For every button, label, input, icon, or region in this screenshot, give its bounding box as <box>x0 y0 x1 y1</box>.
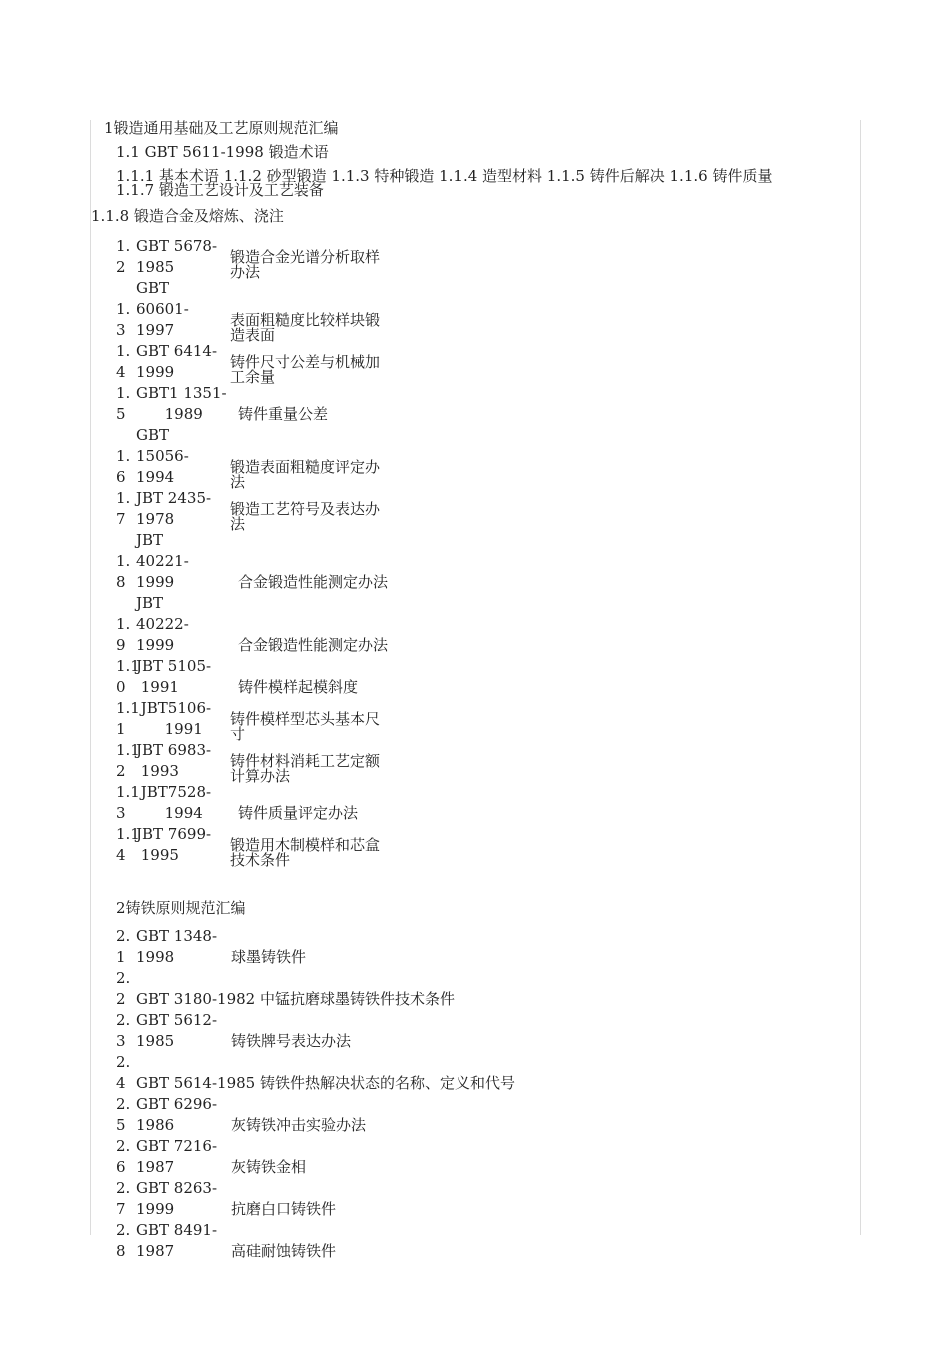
section-1-standard-title: 表面粗糙度比较样块锻造表面 <box>230 311 381 344</box>
section-1-item-number: 1. <box>116 615 131 633</box>
section-2-item-number: 2. <box>116 1179 131 1197</box>
section-1-standard-code: JBT 2435- 1978 <box>136 489 212 528</box>
section-1-item-subnumber: 4 <box>116 363 126 381</box>
section-1-item-subnumber: 8 <box>116 573 126 591</box>
section-1-item-subnumber: 7 <box>116 510 126 528</box>
section-2-standard-title: 灰铸铁冲击实验办法 <box>231 1116 367 1134</box>
section-1-standard-title: 锻造表面粗糙度评定办法 <box>230 458 381 491</box>
section-1-standard-title: 铸件尺寸公差与机械加工余量 <box>230 353 381 386</box>
section-1-item-number: 1.1 <box>116 741 140 759</box>
section-2-standard-title: 抗磨白口铸铁件 <box>231 1200 337 1218</box>
left-rule <box>90 120 91 1235</box>
section-2-item-subnumber: 2 <box>116 990 126 1008</box>
section-1-standard-code: JBT 40222- 1999 <box>136 594 189 654</box>
section-2-item-subnumber: 6 <box>116 1158 126 1176</box>
section-1-standard-title: 铸件材料消耗工艺定额计算办法 <box>230 752 381 785</box>
section-1-standard-code: GBT 60601- 1997 <box>136 279 189 339</box>
section-1-item-number: 1. <box>116 489 131 507</box>
section-1-standard-code: GBT1 1351- 1989 <box>136 384 227 423</box>
section-1-item-subnumber: 2 <box>116 762 126 780</box>
section-1-standard-title: 锻造用木制模样和芯盒技术条件 <box>230 836 381 869</box>
section-1-item-number: 1. <box>116 384 131 402</box>
section-1-standard-code: JBT 5105- 1991 <box>136 657 212 696</box>
section-2-item-number: 2. <box>116 927 131 945</box>
section-2-standard-title: 灰铸铁金相 <box>231 1158 307 1176</box>
section-1-item-subnumber: 4 <box>116 846 126 864</box>
section-1-item-number: 1. <box>116 237 131 255</box>
section-1-item-number: 1.1 <box>116 825 140 843</box>
section-2-standard-code: GBT 5612- 1985 <box>136 1011 218 1050</box>
section-2-standard-title: 高硅耐蚀铸铁件 <box>231 1242 337 1260</box>
section-1-standard-title: 铸件模样型芯头基本尺寸 <box>230 710 381 743</box>
section-2-item-number: 2. <box>116 1221 131 1239</box>
section-2-item-subnumber: 7 <box>116 1200 126 1218</box>
section-1-item-number: 1.1 <box>116 783 140 801</box>
section-1-item-number: 1. <box>116 447 131 465</box>
section-2-item-subnumber: 3 <box>116 1032 126 1050</box>
subheading-1-1-7: 1.1.7 锻造工艺设计及工艺装备 <box>116 181 324 199</box>
section-2-item-number: 2. <box>116 1011 131 1029</box>
section-2-item-number: 2. <box>116 1137 131 1155</box>
section-2-standard-title: 球墨铸铁件 <box>231 948 307 966</box>
section-2-standard-title: GBT 5614-1985 铸铁件热解决状态的名称、定义和代号 <box>136 1074 515 1092</box>
section-1-standard-code: GBT 6414- 1999 <box>136 342 218 381</box>
section-1-standard-title: 合金锻造性能测定办法 <box>238 573 389 591</box>
section-1-item-subnumber: 2 <box>116 258 126 276</box>
section-1-standard-title: 锻造合金光谱分析取样办法 <box>230 248 381 281</box>
section-2-standard-code: GBT 1348- 1998 <box>136 927 218 966</box>
section-1-standard-code: JBT 40221- 1999 <box>136 531 189 591</box>
section-2-item-number: 2. <box>116 1053 131 1071</box>
section-1-standard-code: GBT 15056- 1994 <box>136 426 189 486</box>
section-1-item-number: 1.1 <box>116 699 140 717</box>
section-2-item-subnumber: 5 <box>116 1116 126 1134</box>
section-1-standard-title: 铸件重量公差 <box>238 405 329 423</box>
section-2-standard-code: GBT 8263- 1999 <box>136 1179 218 1218</box>
subheading-1-1: 1.1 GBT 5611-1998 锻造术语 <box>116 143 329 161</box>
section-1-item-number: 1. <box>116 342 131 360</box>
section-1-standard-title: 锻造工艺符号及表达办法 <box>230 500 381 533</box>
heading-section-1: 1锻造通用基础及工艺原则规范汇编 <box>104 119 339 137</box>
section-2-standard-title: 铸铁牌号表达办法 <box>231 1032 352 1050</box>
section-1-item-number: 1. <box>116 552 131 570</box>
section-1-standard-code: JBT5106- 1991 <box>140 699 212 738</box>
section-1-standard-title: 合金锻造性能测定办法 <box>238 636 389 654</box>
section-2-standard-code: GBT 7216- 1987 <box>136 1137 218 1176</box>
subheading-1-1-1: 1.1.1 基本术语 1.1.2 砂型锻造 1.1.3 特种锻造 1.1.4 造型材料 1.1.5 铸件后解决 1.1.6 铸件质量 <box>116 167 773 185</box>
subheading-1-1-8: 1.1.8 锻造合金及熔炼、浇注 <box>91 207 284 225</box>
section-1-item-subnumber: 9 <box>116 636 126 654</box>
section-1-standard-title: 铸件模样起模斜度 <box>238 678 359 696</box>
heading-section-2: 2铸铁原则规范汇编 <box>116 899 246 917</box>
section-1-item-subnumber: 1 <box>116 720 126 738</box>
section-1-item-subnumber: 5 <box>116 405 126 423</box>
section-2-item-number: 2. <box>116 1095 131 1113</box>
section-2-standard-code: GBT 8491- 1987 <box>136 1221 218 1260</box>
section-2-item-number: 2. <box>116 969 131 987</box>
section-1-standard-code: JBT 6983- 1993 <box>136 741 212 780</box>
section-1-standard-code: JBT7528- 1994 <box>140 783 212 822</box>
section-1-standard-code: GBT 5678- 1985 <box>136 237 218 276</box>
section-1-item-subnumber: 3 <box>116 321 126 339</box>
section-1-item-subnumber: 6 <box>116 468 126 486</box>
section-2-item-subnumber: 1 <box>116 948 126 966</box>
section-1-standard-title: 铸件质量评定办法 <box>238 804 359 822</box>
section-1-standard-code: JBT 7699- 1995 <box>136 825 212 864</box>
section-2-standard-code: GBT 6296- 1986 <box>136 1095 218 1134</box>
right-rule <box>860 120 861 1235</box>
section-1-item-subnumber: 3 <box>116 804 126 822</box>
section-1-item-subnumber: 0 <box>116 678 126 696</box>
section-2-item-subnumber: 8 <box>116 1242 126 1260</box>
section-1-item-number: 1.1 <box>116 657 140 675</box>
section-2-item-subnumber: 4 <box>116 1074 126 1092</box>
section-2-standard-title: GBT 3180-1982 中锰抗磨球墨铸铁件技术条件 <box>136 990 455 1008</box>
section-1-item-number: 1. <box>116 300 131 318</box>
